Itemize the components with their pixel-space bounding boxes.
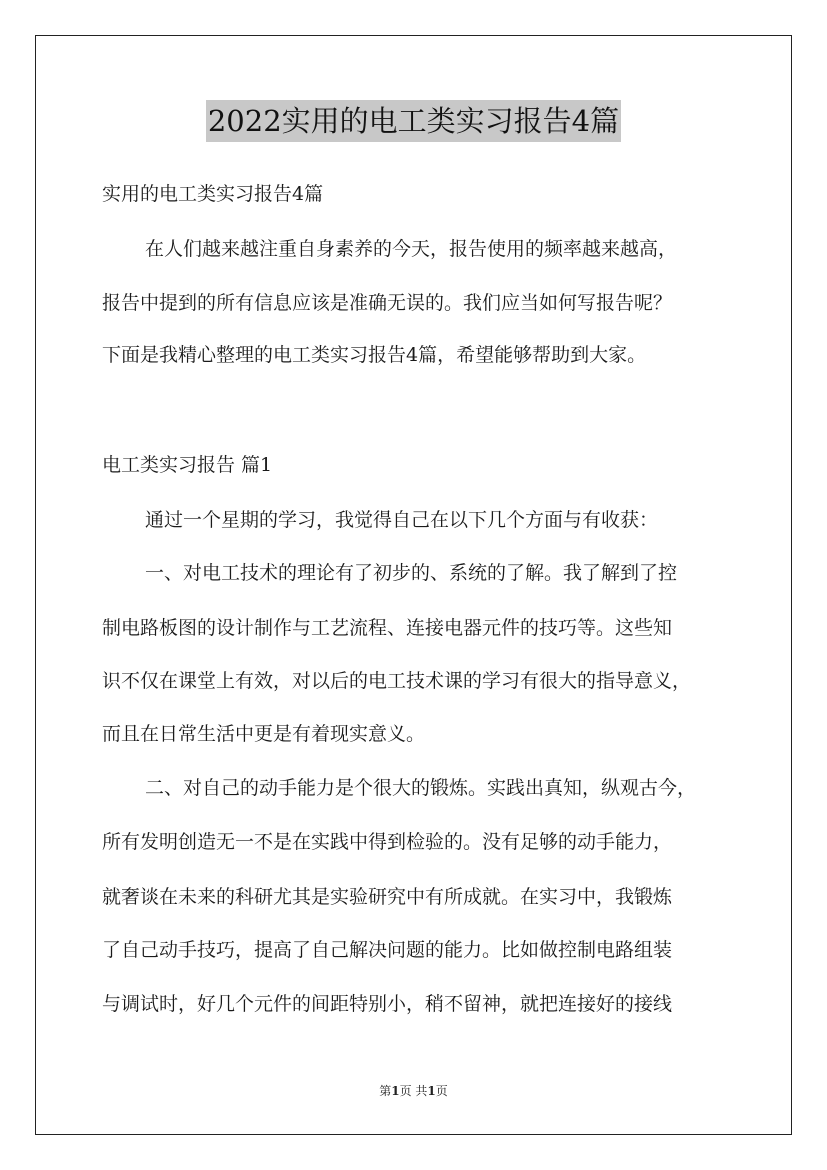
body-line-4: 识不仅在课堂上有效，对以后的电工技术课的学习有很大的指导意义， <box>102 670 692 692</box>
body-line-7: 所有发明创造无一不是在实践中得到检验的。没有足够的动手能力， <box>102 831 673 853</box>
footer-page-mid: 页 共 <box>399 1084 428 1098</box>
body-line-8: 就奢谈在未来的科研尤其是实验研究中有所成就。在实习中，我锻炼 <box>102 886 673 908</box>
intro-line-1: 在人们越来越注重自身素养的今天，报告使用的频率越来越高， <box>145 238 678 260</box>
body-line-6: 二、对自己的动手能力是个很大的锻炼。实践出真知，纵观古今， <box>145 777 697 799</box>
footer-page-total: 1 <box>427 1084 436 1098</box>
body-line-9: 了自己动手技巧，提高了自己解决问题的能力。比如做控制电路组装 <box>102 939 673 961</box>
page-footer <box>0 1083 827 1099</box>
footer-page-current: 1 <box>391 1084 400 1098</box>
footer-page-suffix: 页 <box>435 1084 448 1098</box>
section-heading: 电工类实习报告 篇1 <box>102 454 273 476</box>
body-line-10: 与调试时，好几个元件的间距特别小，稍不留神，就把连接好的接线 <box>102 993 673 1015</box>
body-line-1: 通过一个星期的学习，我觉得自己在以下几个方面与有收获： <box>145 509 659 531</box>
intro-line-3: 下面是我精心整理的电工类实习报告4篇，希望能够帮助到大家。 <box>102 344 647 366</box>
document-title-text: 2022实用的电工类实习报告4篇 <box>206 100 621 142</box>
document-subtitle: 实用的电工类实习报告4篇 <box>102 183 324 205</box>
body-line-5: 而且在日常生活中更是有着现实意义。 <box>102 723 426 745</box>
body-line-3: 制电路板图的设计制作与工艺流程、连接电器元件的技巧等。这些知 <box>102 617 673 639</box>
body-line-2: 一、对电工技术的理论有了初步的、系统的了解。我了解到了控 <box>145 562 678 584</box>
document-title <box>0 100 827 142</box>
intro-line-2: 报告中提到的所有信息应该是准确无误的。我们应当如何写报告呢？ <box>102 292 673 314</box>
footer-page-prefix: 第 <box>379 1084 392 1098</box>
